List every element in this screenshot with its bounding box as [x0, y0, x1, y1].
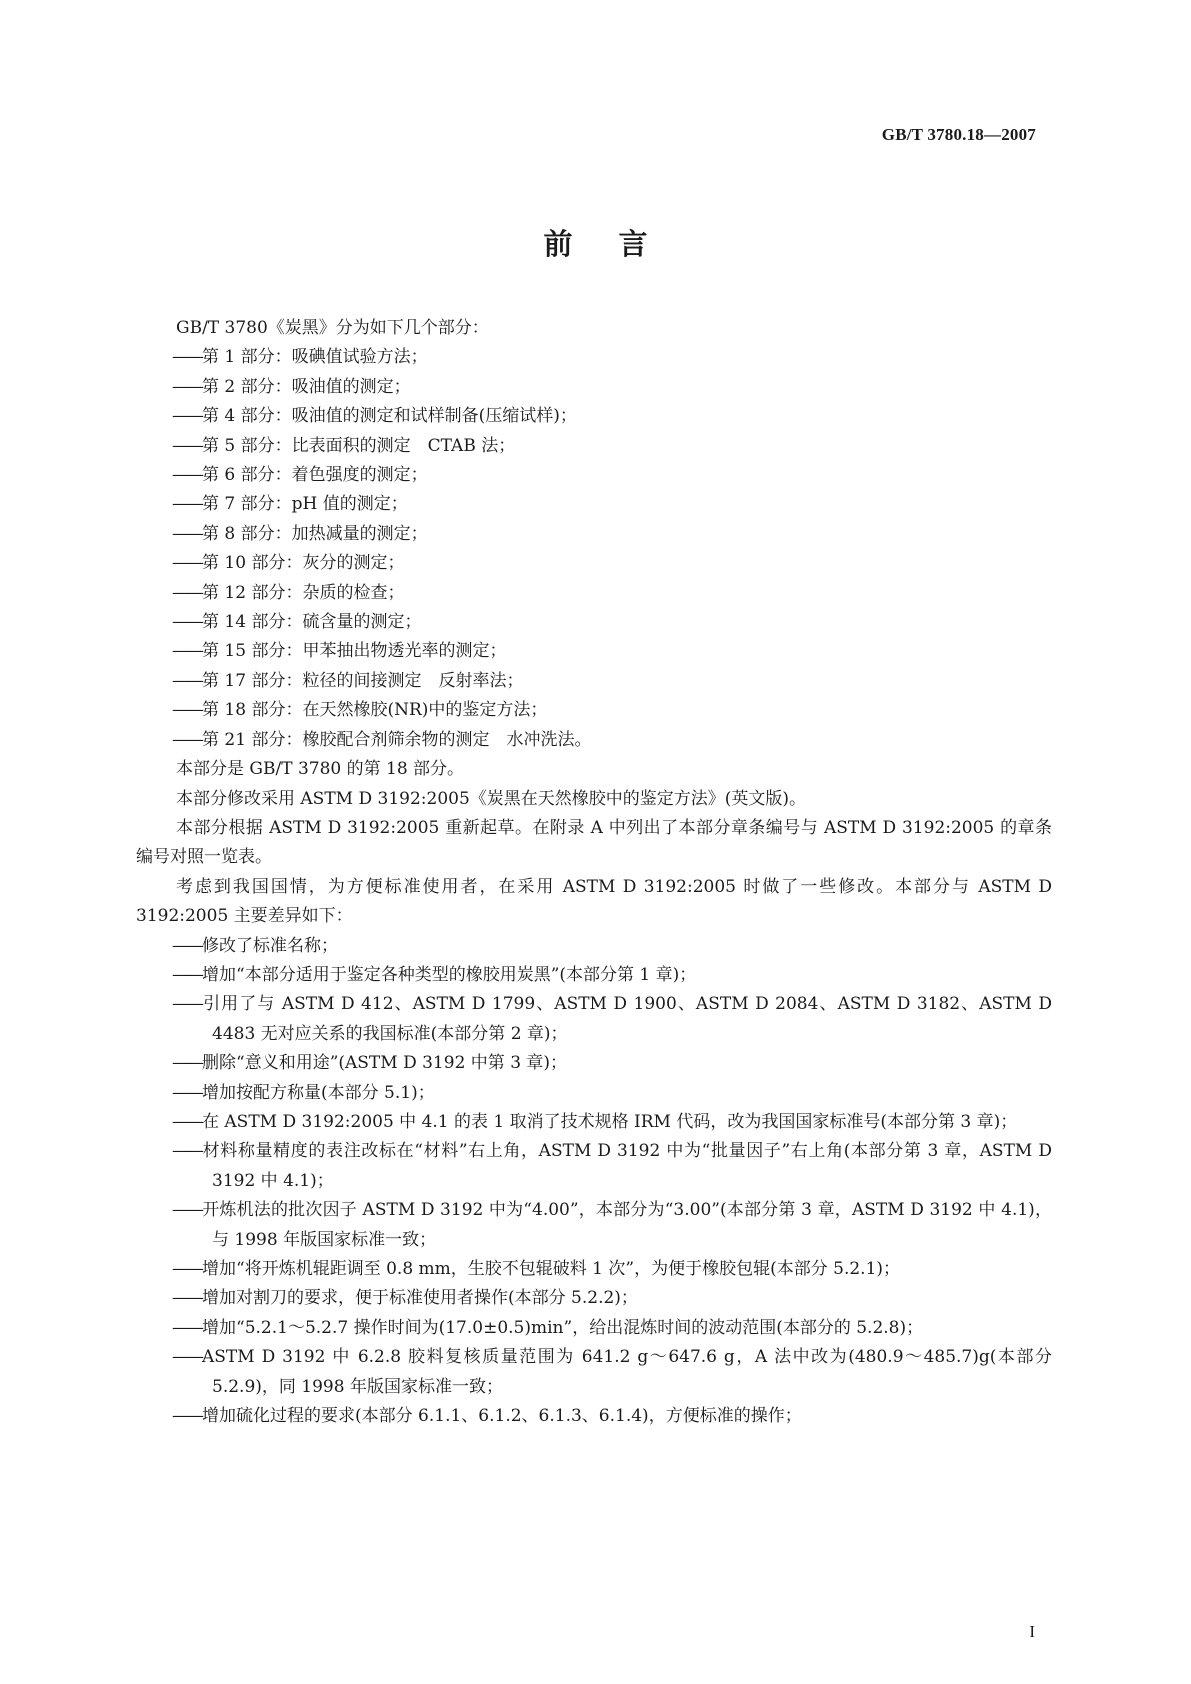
list-dash: —— — [172, 935, 202, 956]
list-item — [136, 667, 1052, 696]
list-dash: —— — [172, 994, 202, 1015]
list-item — [136, 1108, 1052, 1137]
list-item-text: 材料称量精度的表注改标在“材料”右上角，ASTM D 3192 中为“批量因子”右上角(本部分第 3 章，ASTM D 3192 中 4.1)； — [202, 1141, 1052, 1191]
list-item-text: 第 2 部分：吸油值的测定； — [202, 376, 411, 397]
list-item — [136, 932, 1052, 961]
list-dash: —— — [172, 1200, 202, 1221]
list-dash: —— — [172, 729, 202, 750]
list-item — [136, 432, 1052, 461]
list-item — [136, 490, 1052, 519]
list-dash: —— — [172, 1053, 202, 1074]
list-item — [136, 343, 1052, 372]
list-dash: —— — [172, 1317, 202, 1338]
paragraph: 本部分修改采用 ASTM D 3192:2005《炭黑在天然橡胶中的鉴定方法》(英文版)。 — [176, 788, 807, 809]
list-item-text: 增加“本部分适用于鉴定各种类型的橡胶用炭黑”(本部分第 1 章)； — [202, 964, 697, 985]
list-item — [136, 1343, 1052, 1402]
list-item — [136, 637, 1052, 666]
list-item — [136, 1079, 1052, 1108]
list-item-text: 第 4 部分：吸油值的测定和试样制备(压缩试样)； — [202, 406, 577, 427]
list-item-text: 第 14 部分：硫含量的测定； — [202, 612, 422, 633]
list-item-text: 第 7 部分：pH 值的测定； — [202, 494, 408, 515]
document-body — [136, 314, 1052, 1431]
list-item-text: 增加按配方称量(本部分 5.1)； — [202, 1082, 435, 1103]
list-item — [136, 990, 1052, 1049]
list-item-text: 第 6 部分：着色强度的测定； — [202, 465, 428, 486]
list-item — [136, 461, 1052, 490]
list-item-text: 修改了标准名称； — [202, 935, 338, 956]
list-item-text: 第 17 部分：粒径的间接测定 反射率法； — [202, 670, 524, 691]
list-dash: —— — [172, 553, 202, 574]
list-item-text: 第 10 部分：灰分的测定； — [202, 553, 405, 574]
paragraph: 本部分是 GB/T 3780 的第 18 部分。 — [176, 759, 465, 780]
list-item-text: 增加对割刀的要求，便于标准使用者操作(本部分 5.2.2)； — [202, 1288, 638, 1309]
list-item-text: 在 ASTM D 3192:2005 中 4.1 的表 1 取消了技术规格 IRM 代码，改为我国国家标准号(本部分第 3 章)； — [202, 1111, 1018, 1132]
list-item — [136, 726, 1052, 755]
list-item-text: 第 18 部分：在天然橡胶(NR)中的鉴定方法； — [202, 700, 548, 721]
list-item-text: 增加“5.2.1～5.2.7 操作时间为(17.0±0.5)min”，给出混炼时间的波动范围(本部分的 5.2.8)； — [202, 1317, 924, 1338]
list-dash: —— — [172, 1259, 202, 1279]
list-item-text: 第 12 部分：杂质的检查； — [202, 582, 405, 603]
list-dash: —— — [172, 964, 202, 985]
list-dash: —— — [172, 435, 202, 456]
page-title: 前言 — [543, 227, 694, 261]
paragraph: 本部分根据 ASTM D 3192:2005 重新起草。在附录 A 中列出了本部分章条编号与 ASTM D 3192:2005 的章条编号对照一览表。 — [136, 817, 1052, 868]
list-item — [136, 1402, 1052, 1431]
list-item — [136, 608, 1052, 637]
list-dash: —— — [172, 406, 202, 427]
list-item-text: 第 21 部分：橡胶配合剂筛余物的测定 水冲洗法。 — [202, 729, 592, 750]
list-dash: —— — [172, 376, 202, 397]
list-dash: —— — [172, 582, 202, 603]
list-item — [136, 1049, 1052, 1078]
list-item-text: 第 8 部分：加热减量的测定； — [202, 523, 428, 544]
list-item-text: ASTM D 3192 中 6.2.8 胶料复核质量范围为 641.2 g～647.6 g，A 法中改为(480.9～485.7)g(本部分 5.2.9)，同 1998 年版国家标准一致； — [202, 1347, 1052, 1397]
paragraph: GB/T 3780《炭黑》分为如下几个部分： — [176, 318, 489, 338]
list-item-text: 第 5 部分：比表面积的测定 CTAB 法； — [202, 435, 516, 456]
list-dash: —— — [172, 1347, 202, 1368]
list-item — [136, 961, 1052, 990]
list-item — [136, 579, 1052, 608]
list-item-text: 引用了与 ASTM D 412、ASTM D 1799、ASTM D 1900、ASTM D 2084、ASTM D 3182、ASTM D 4483 无对应关系的我国标准(本部分第 2 章)； — [202, 994, 1052, 1044]
paragraph: 考虑到我国国情，为方便标准使用者，在采用 ASTM D 3192:2005 时做了一些修改。本部分与 ASTM D 3192:2005 主要差异如下： — [136, 876, 1052, 927]
list-item — [136, 1255, 1052, 1284]
list-dash: —— — [172, 1111, 202, 1132]
list-item — [136, 402, 1052, 431]
list-item-text: 第 15 部分：甲苯抽出物透光率的测定； — [202, 641, 507, 662]
list-dash: —— — [172, 1406, 202, 1427]
list-dash: —— — [172, 641, 202, 662]
list-dash: —— — [172, 494, 202, 515]
list-item-text: 第 1 部分：吸碘值试验方法； — [202, 347, 428, 368]
list-dash: —— — [172, 700, 202, 721]
list-dash: —— — [172, 1141, 202, 1162]
list-item — [136, 696, 1052, 725]
list-dash: —— — [172, 523, 202, 544]
page-number: I — [1029, 1622, 1035, 1641]
standard-number: GB/T 3780.18—2007 — [881, 125, 1036, 144]
list-item — [136, 549, 1052, 578]
list-item — [136, 1196, 1052, 1255]
list-item — [136, 1137, 1052, 1196]
list-dash: —— — [172, 1082, 202, 1103]
list-item — [136, 1284, 1052, 1313]
list-dash: —— — [172, 670, 202, 691]
list-item — [136, 373, 1052, 402]
list-item — [136, 520, 1052, 549]
list-dash: —— — [172, 465, 202, 486]
list-item-text: 增加“将开炼机辊距调至 0.8 mm，生胶不包辊破料 1 次”，为便于橡胶包辊(本部分 5.2.1)； — [202, 1259, 901, 1279]
list-item-text: 删除“意义和用途”(ASTM D 3192 中第 3 章)； — [202, 1053, 568, 1074]
list-item-text: 开炼机法的批次因子 ASTM D 3192 中为“4.00”，本部分为“3.00”(本部分第 3 章，ASTM D 3192 中 4.1)，与 1998 年版国家标准一致； — [202, 1200, 1052, 1250]
list-item-text: 增加硫化过程的要求(本部分 6.1.1、6.1.2、6.1.3、6.1.4)，方便标准的操作； — [202, 1406, 802, 1427]
list-item — [136, 1314, 1052, 1343]
list-dash: —— — [172, 1288, 202, 1309]
list-dash: —— — [172, 612, 202, 633]
list-dash: —— — [172, 347, 202, 368]
